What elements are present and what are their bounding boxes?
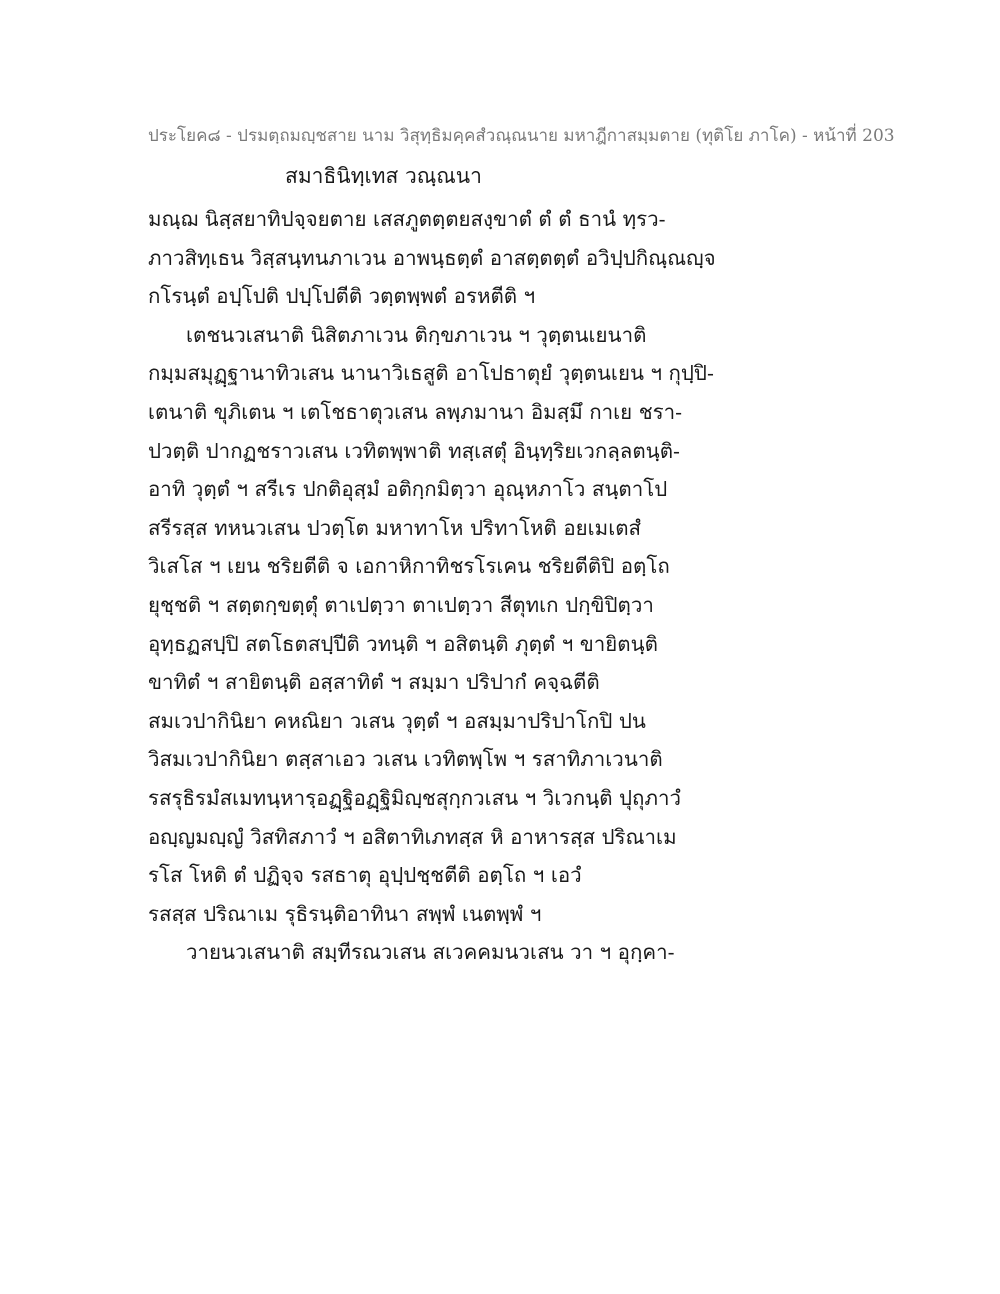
page-header: ประโยค๘ - ปรมตฺถมญฺชสาย นาม วิสุทฺธิมคฺคสํวณฺณนาย มหาฎีกาสมฺมตาย (ทุติโย ภาโค) - หน้าที่ 203 [148, 126, 895, 146]
text-line: มณฺฌ นิสฺสยาทิปจฺจยตาย เสสภูตตฺตยสงฺขาตํ ตํ ตํ ธานํ ทฺรว- [148, 207, 666, 231]
text-line: รโส โหติ ตํ ปฏิจฺจ รสธาตุ อุปฺปชฺชตีติ อตฺโถ ฯ เอวํ [148, 863, 582, 888]
text-line: สรีรสฺส ทหนวเสน ปวตฺโต มหาทาโห ปริทาโหติ อยเมเตสํ [148, 515, 642, 540]
text-line-paragraph-start: เตชนวเสนาติ นิสิตภาเวน ติกฺขภาเวน ฯ วุตฺตนเยนาติ [186, 322, 647, 347]
text-line: ยุชฺชติ ฯ สตฺตกฺขตฺตุํ ตาเปตฺวา ตาเปตฺวา สีตุทเก ปกฺขิปิตฺวา [148, 592, 654, 617]
text-line: ขาทิตํ ฯ สายิตนฺติ อสฺสาทิตํ ฯ สมฺมา ปริปากํ คจฺฉตีติ [148, 670, 600, 695]
body-text [148, 200, 868, 972]
text-line: กโรนฺตํ อปฺโปติ ปปฺโปตีติ วตฺตพฺพตํ อรหตีติ ฯ [148, 284, 536, 309]
text-line: วิสมเวปากินิยา ตสฺสาเอว วเสน เวทิตพฺโพ ฯ รสาทิภาเวนาติ [148, 747, 663, 772]
text-line: อาทิ วุตฺตํ ฯ สรีเร ปกติอุสฺมํ อติกฺกมิตฺวา อุณฺหภาโว สนฺตาโป [148, 477, 668, 502]
text-line: กมฺมสมุฏฺฐานาทิวเสน นานาวิเธสูติ อาโปธาตุยํ วุตฺตนเยน ฯ กุปฺปิ- [148, 361, 714, 386]
text-line: รสสฺส ปริณาเม รุธิรนฺติอาทินา สพฺพํ เนตพฺพํ ฯ [148, 901, 542, 926]
text-line-paragraph-start: วายนวเสนาติ สมฺทีรณวเสน สเวคคมนวเสน วา ฯ อุกฺคา- [186, 940, 675, 965]
section-title: สมาธินิทฺเทส วณฺณนา [285, 164, 482, 188]
text-line: รสรุธิรมํสเมทนฺหารฺอฏฺฐิอฏฺฐิมิญฺชสุกฺกวเสน ฯ วิเวกนฺติ ปุถุภาวํ [148, 785, 681, 810]
text-line: อุทฺธฏสปฺปิ สตโธตสปฺปีติ วทนฺติ ฯ อสิตนฺติ ภุตฺตํ ฯ ขายิตนฺติ [148, 631, 658, 656]
text-line: สมเวปากินิยา คหณิยา วเสน วุตฺตํ ฯ อสมฺมาปริปาโกปิ ปน [148, 708, 646, 733]
text-line: ปวตฺติ ปากฏชราวเสน เวทิตพฺพาติ ทสฺเสตุํ อินฺทฺริยเวกลฺลตนฺติ- [148, 438, 680, 463]
text-line: เตนาติ ขุภิเตน ฯ เตโชธาตุวเสน ลพฺภมานา อิมสฺมึ กาเย ชรา- [148, 399, 683, 424]
text-line: ภาวสิทฺเธน วิสฺสนฺทนภาเวน อาพนฺธตฺตํ อาสตฺตตฺตํ อวิปฺปกิณฺณญฺจ [148, 245, 716, 270]
text-line: อญฺญมญฺญํ วิสทิสภาวํ ฯ อสิตาทิเภทสฺส หิ อาหารสฺส ปริณาเม [148, 824, 677, 849]
text-line: วิเสโส ฯ เยน ชริยตีติ จ เอกาหิกาทิชรโรเคน ชริยตีติปิ อตฺโถ [148, 554, 670, 579]
